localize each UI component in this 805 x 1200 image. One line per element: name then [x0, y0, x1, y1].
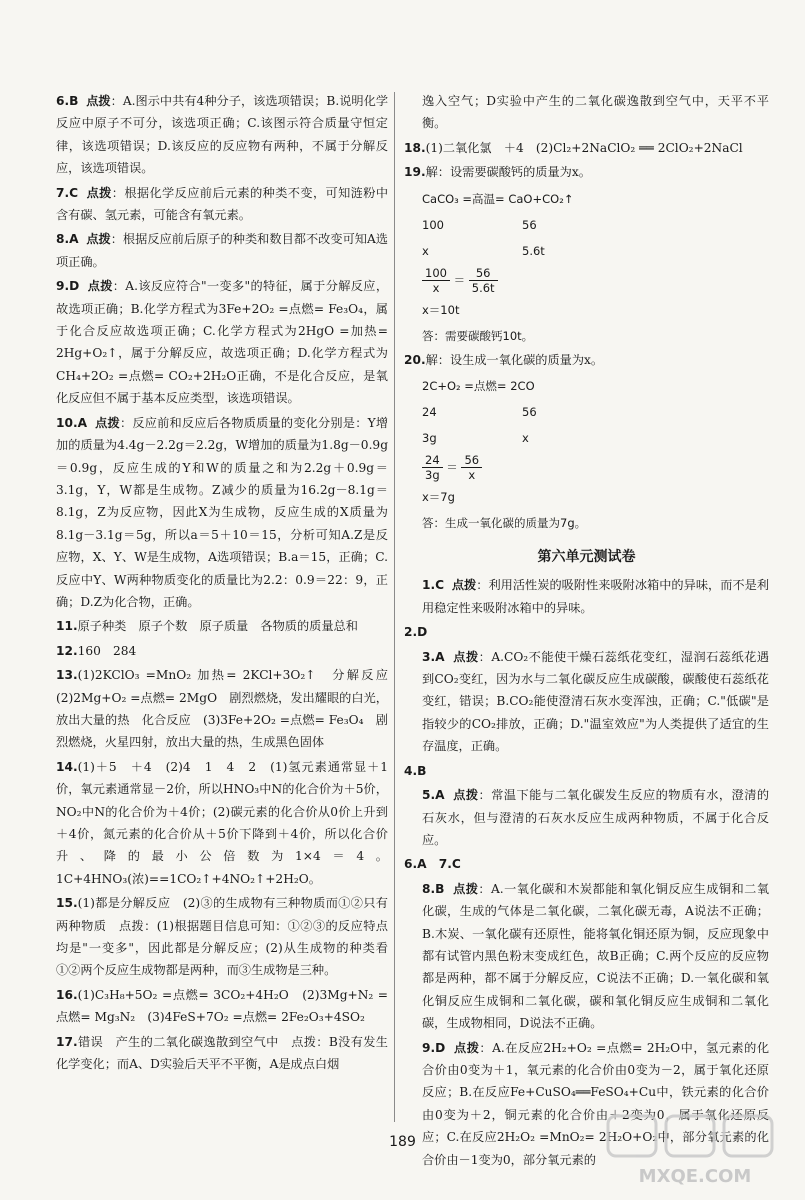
answer-19-calculation [422, 186, 769, 349]
answer-16 [38, 984, 388, 1029]
watermark-logo [600, 1110, 790, 1190]
answer-number: 9.D [422, 1040, 446, 1055]
answer-12 [38, 640, 388, 662]
answer-18 [404, 137, 769, 159]
answer-number: 18. [404, 140, 426, 155]
answer-text: ：A.CO₂不能使干燥石蕊纸花变红，湿润石蕊纸花遇到CO₂变红，因为水与二氧化碳反应生成碳酸，碳酸使石蕊纸花变红，错误；B.CO₂能使澄清石灰水变浑浊，正确；C."低碳"是指较少的CO₂排放，正确；D."温室效应"为人类提供了适宜的生存温度，正确。 [422, 649, 770, 754]
fraction [469, 266, 498, 295]
answer-8 [38, 228, 388, 273]
molar-mass: 24 [422, 405, 437, 420]
answer-statement: 答：生成一氧化碳的质量为7g。 [422, 516, 587, 531]
answer-19-intro [404, 161, 769, 183]
answer-text: ：A.在反应2H₂+O₂ =点燃= 2H₂O中，氢元素的化合价由0变为＋1，氧元素的化合价由0变为－2，属于氧化还原反应；B.在反应Fe+CuSO₄══FeSO₄+Cu中，铁元素的化合价由0变为＋2，铜元素的化合价由＋2变为0，属于氧化还原反应；C.在反应2H₂O₂ =MnO₂= 2H₂O+O₂中，部分氧元素的化合价由－1变为0，部分氧元素的 [422, 1040, 770, 1167]
answer-text: ：常温下能与二氧化碳发生反应的物质有水，澄清的石灰水，但与澄清的石灰水反应生成两种物质，不属于化合反应。 [422, 788, 770, 847]
answer-text: (1)二氧化氯 ＋4 (2)Cl₂+2NaClO₂ ══ 2ClO₂+2NaCl [425, 140, 743, 155]
answer-14 [38, 756, 388, 890]
answer-text: (1)都是分解反应 (2)③的生成物有三种物质而①②只有两种物质 点拨：(1)根据题目信息可知：①②③的反应特点均是"一变多"，因此都是分解反应；(2)从生成物的种类看①②两个反应生成物都是两种，而③生成物是三种。 [56, 896, 388, 978]
answer-number: 13. [56, 668, 78, 683]
answer-15 [38, 892, 388, 982]
answer-number: 14. [56, 759, 78, 774]
fraction [422, 453, 443, 482]
answer-20-intro [404, 349, 769, 371]
denominator: 5.6t [471, 280, 495, 295]
denominator: 3g [425, 468, 440, 483]
answer-number: 15. [56, 896, 78, 911]
answer-text: 160 284 [77, 643, 137, 658]
unit6-answer-1 [404, 574, 769, 619]
unit6-answer-4 [404, 760, 769, 782]
unit6-answer-8 [404, 878, 769, 1035]
answer-10 [38, 412, 388, 614]
answer-text: ：利用活性炭的吸附性来吸附冰箱中的异味，而不是利用稳定性来吸附冰箱中的异味。 [422, 578, 770, 615]
numerator: 100 [422, 266, 450, 281]
hint-label: 点拨 [453, 649, 479, 664]
denominator: x [432, 280, 440, 295]
unit6-answer-2 [404, 621, 769, 643]
answer-number: 8.B [422, 881, 445, 896]
hint-label: 点拨 [453, 788, 479, 803]
proportion: $\frac{24}{3g}$ ＝ $\frac{56}{x}$ [422, 451, 769, 484]
molar-mass: 56 [522, 405, 537, 420]
molar-mass: 100 [422, 217, 444, 232]
answer-text: ：A.图示中共有4种分子，该选项错误；B.说明化学反应中原子不可分，该选项正确；C.该图示符合质量守恒定律，该选项错误；D.该反应的反应物有两种，不属于分解反应，该选项错误。 [56, 94, 389, 176]
answer-number: 9.D [56, 279, 80, 294]
fraction [422, 266, 450, 295]
answer-7 [38, 182, 388, 227]
answer-text: ：根据反应前后原子的种类和数目都不改变可知A选项正确。 [56, 232, 388, 269]
mass-value: 5.6t [522, 243, 545, 258]
answer-number: 6.A 7.C [404, 857, 461, 872]
answer-text: ：A.该反应符合"一变多"的特征，属于分解反应，故选项正确；B.化学方程式为3Fe+2O₂ =点燃= Fe₃O₄，属于化合反应故选项正确；C.化学方程式为2HgO =加热= 2Hg+O₂↑，属于分解反应，故选项正确；D.化学方程式为CH₄+2O₂ =点燃= CO₂+2H₂O正确，不是化合反应，是氧化反应但不属于基本反应类型，该选项错误。 [56, 279, 389, 406]
answer-number: 3.A [422, 649, 445, 664]
answer-6 [38, 90, 388, 180]
mass-value: x [422, 243, 429, 258]
unit6-answer-6-7 [404, 853, 769, 875]
denominator: x [468, 468, 476, 483]
hint-label: 点拨 [453, 881, 479, 896]
answer-number: 4.B [404, 763, 427, 778]
hint-label: 点拨 [87, 279, 113, 294]
watermark-text: MXQE.COM [638, 1166, 752, 1187]
answer-text: ：根据化学反应前后元素的种类不变，可知涟粉中含有碳、氢元素，可能含有氧元素。 [56, 185, 389, 223]
mass-row [422, 425, 769, 451]
unit6-answer-3 [404, 646, 769, 758]
answer-9 [38, 275, 388, 409]
answer-17 [38, 1031, 388, 1076]
answer-text: ：反应前和反应后各物质质量的变化分别是：Y增加的质量为4.4g－2.2g＝2.2g，W增加的质量为1.8g－0.9g＝0.9g，反应生成的Y和W的质量之和为2.2g＋0.9g＝3.1g，Y，W都是生成物。Z减少的质量为16.2g－8.1g＝8.1g，Z为反应物，因此X为生成物，反应生成的X质量为8.1g－3.1g＝5g，所以a＝5＋10＝15，分析可知A.Z是反应物，X、Y、W是生成物，A选项错误；B.a＝15，正确；C.反应中Y、W两种物质变化的质量比为2.2：0.9＝22：9，正确；D.Z为化合物，正确。 [56, 415, 389, 609]
answer-number: 1.C [422, 578, 445, 593]
proportion: $\frac{100}{x}$ ＝ $\frac{56}{5.6t}$ [422, 264, 769, 297]
answer-text: (1)C₃H₈+5O₂ =点燃= 3CO₂+4H₂O (2)3Mg+N₂ =点燃= Mg₃N₂ (3)4FeS+7O₂ =点燃= 2Fe₂O₃+4SO₂ [56, 987, 388, 1025]
answer-number: 10.A [56, 415, 88, 430]
answer-number: 16. [56, 987, 78, 1002]
hint-label: 点拨 [451, 578, 477, 593]
column-divider [394, 92, 395, 1122]
answer-text: 原子种类 原子个数 原子质量 各物质的质量总和 [77, 619, 358, 634]
answer-number: 2.D [404, 625, 428, 640]
hint-label: 点拨 [86, 185, 112, 200]
answer-number: 7.C [56, 185, 79, 200]
answer-number: 20. [404, 352, 426, 367]
answer-number: 17. [56, 1034, 78, 1049]
molar-mass: 56 [522, 217, 537, 232]
answer-17-continued: 逸入空气；D实验中产生的二氧化碳逸散到空气中，天平不平衡。 [422, 94, 769, 131]
numerator: 24 [422, 453, 443, 468]
hint-label: 点拨 [86, 94, 111, 108]
chemical-equation: 2C+O₂ =点燃= 2CO [422, 379, 535, 394]
ratio-row [422, 399, 769, 425]
mass-value: x [522, 431, 529, 446]
answer-number: 5.A [422, 788, 445, 803]
mass-value: 3g [422, 431, 437, 446]
answer-text: 解：设需要碳酸钙的质量为x。 [425, 165, 591, 180]
chemical-equation: CaCO₃ =高温= CaO+CO₂↑ [422, 191, 574, 206]
numerator: 56 [469, 266, 498, 281]
answer-statement: 答：需要碳酸钙10t。 [422, 328, 534, 343]
answer-11 [38, 615, 388, 637]
result: x＝7g [422, 490, 455, 505]
fraction [461, 453, 482, 482]
result: x＝10t [422, 302, 460, 317]
page-number: 189 [389, 1134, 416, 1150]
answer-text: 解：设生成一氧化碳的质量为x。 [425, 352, 604, 367]
answer-number: 11. [56, 619, 78, 634]
hint-label: 点拨 [95, 415, 120, 430]
answer-number: 19. [404, 165, 426, 180]
left-column [38, 90, 401, 1077]
right-column [404, 90, 769, 1173]
answer-number: 6.B [56, 94, 79, 108]
section-title: 第六单元测试卷 [537, 549, 636, 566]
unit6-answer-5 [404, 784, 769, 851]
answer-text: (1)＋5 ＋4 (2)4 1 4 2 (1)氢元素通常显＋1价，氧元素通常显－2价，所以HNO₃中N的化合价为＋5价，NO₂中N的化合价为＋4价；(2)碳元素的化合价从0价上升到＋4价，氮元素的化合价从＋5价下降到＋4价，所以化合价升、降的最小公倍数为1×4＝4。1C+4HNO₃(浓)==1CO₂↑+4NO₂↑+2H₂O。 [56, 759, 388, 886]
mass-row [422, 238, 769, 264]
hint-label: 点拨 [86, 232, 111, 247]
numerator: 56 [461, 453, 482, 468]
answer-text: (1)2KClO₃ =MnO₂ 加热= 2KCl+3O₂↑ 分解反应 (2)2Mg+O₂ =点燃= 2MgO 剧烈燃烧，发出耀眼的白光，放出大量的热 化合反应 (3)3Fe+2O₂ =点燃= Fe₃O₄ 剧烈燃烧，火星四射，放出大量的热，生成黑色固体 [56, 668, 401, 750]
answer-number: 8.A [56, 232, 79, 247]
answer-text: 错误 产生的二氧化碳逸散到空气中 点拨：B没有发生化学变化；而A、D实验后天平不平衡，A是成点白烟 [56, 1034, 388, 1072]
answer-20-calculation [422, 373, 769, 536]
answer-text: ：A.一氧化碳和木炭都能和氧化铜反应生成铜和二氧化碳，生成的气体是二氧化碳，二氧化碳无毒，A说法不正确；B.木炭、一氧化碳有还原性，能将氧化铜还原为铜，反应现象中都有试管内黑色粉末变成红色，故B正确；C.两个反应的反应物都是两种，都不属于分解反应，C说法不正确；D.一氧化碳和氧化铜反应生成铜和二氧化碳，碳和氧化铜反应生成铜和二氧化碳，生成物相同，D说法不正确。 [422, 881, 770, 1031]
hint-label: 点拨 [454, 1040, 480, 1055]
answer-13 [38, 664, 401, 754]
ratio-row [422, 212, 769, 238]
answer-number: 12. [56, 643, 78, 658]
